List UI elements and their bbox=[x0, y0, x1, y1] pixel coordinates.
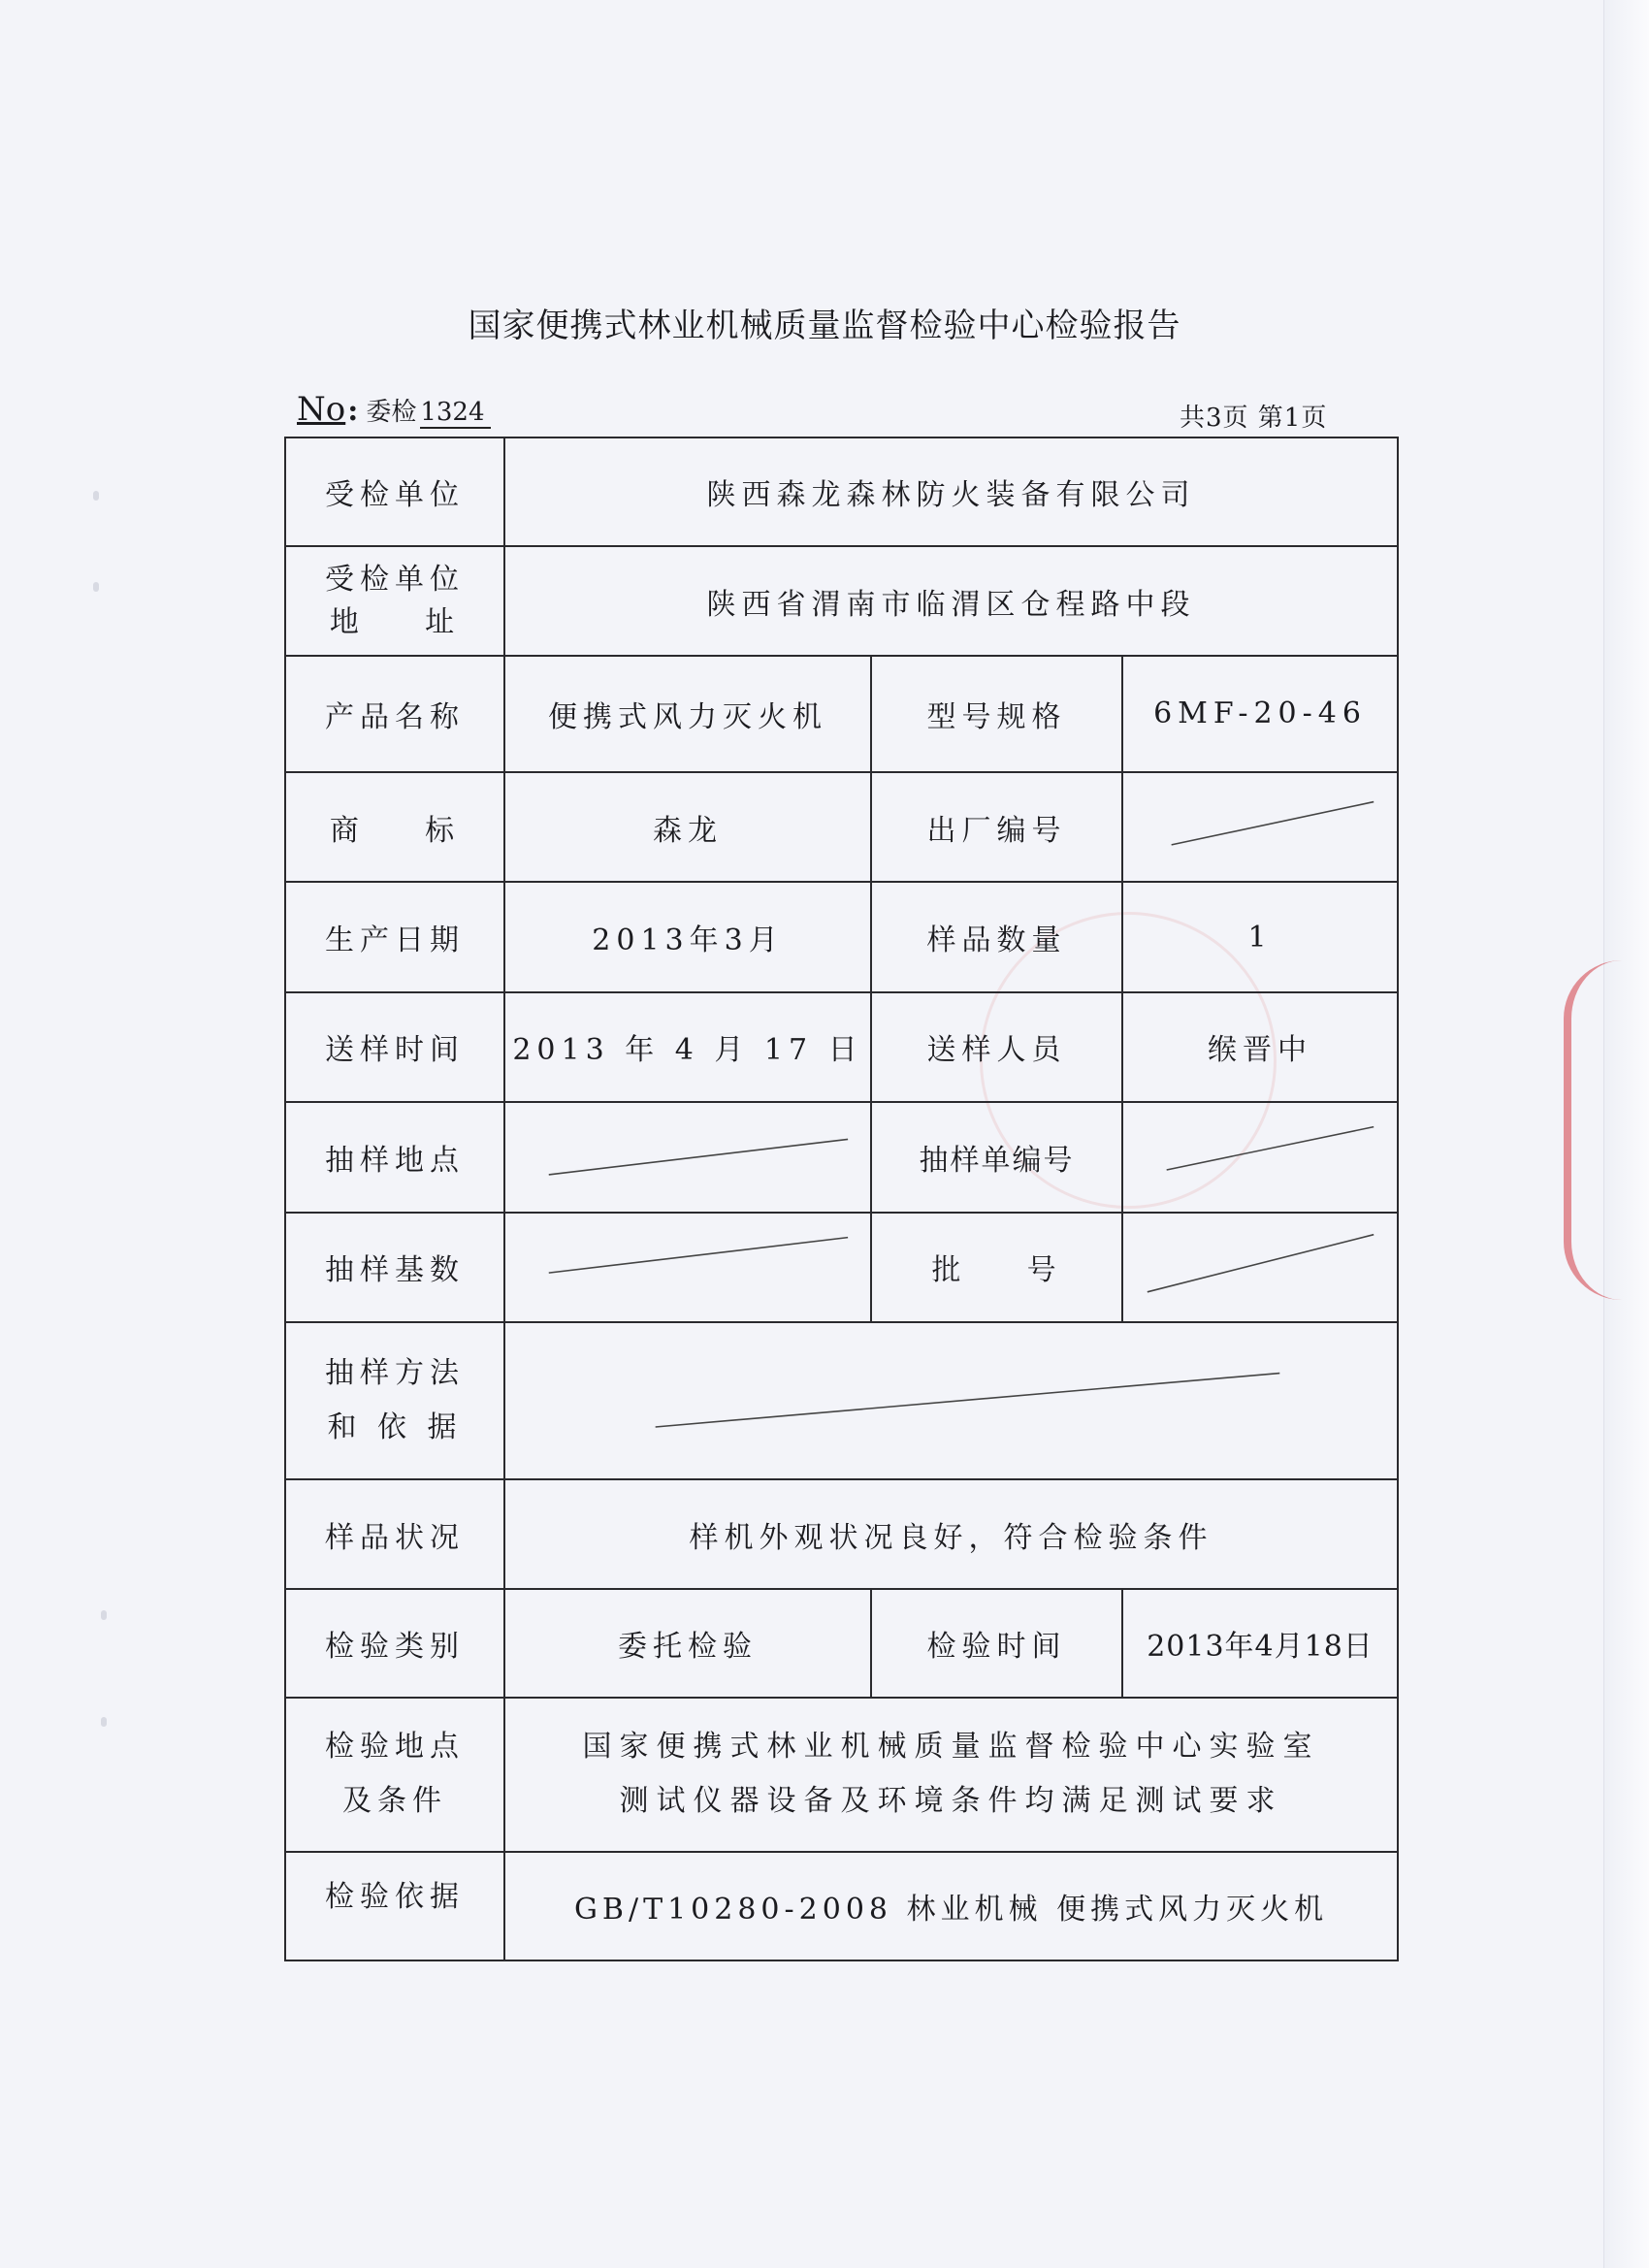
value-sampling-method bbox=[504, 1322, 1398, 1480]
label-address bbox=[285, 546, 504, 655]
no-colon: : bbox=[347, 394, 359, 428]
punch-mark bbox=[93, 582, 99, 592]
value-unit: 陕西森龙森林防火装备有限公司 bbox=[504, 437, 1398, 546]
value-basis: GB/T10280-2008 林业机械 便携式风力灭火机 bbox=[504, 1852, 1398, 1960]
value-inspection-time: 2013年4月18日 bbox=[1122, 1589, 1398, 1698]
row-sampling-place bbox=[285, 1102, 1398, 1212]
punch-mark bbox=[93, 491, 99, 501]
label-inspection-time: 检验时间 bbox=[871, 1589, 1122, 1698]
punch-mark bbox=[101, 1610, 107, 1620]
report-number bbox=[297, 390, 491, 429]
label-address-line1: 受检单位 bbox=[325, 562, 465, 597]
row-delivery bbox=[285, 992, 1398, 1102]
value-inspection-type: 委托检验 bbox=[504, 1589, 871, 1698]
row-production bbox=[285, 882, 1398, 991]
value-product: 便携式风力灭火机 bbox=[504, 656, 871, 772]
blank-strike bbox=[505, 1323, 1397, 1479]
label-sampling-base: 抽样基数 bbox=[285, 1213, 504, 1322]
row-basis bbox=[285, 1852, 1398, 1960]
row-sampling-base bbox=[285, 1213, 1398, 1322]
label-sampling-place: 抽样地点 bbox=[285, 1102, 504, 1212]
row-sampling-method bbox=[285, 1322, 1398, 1480]
value-model: 6MF-20-46 bbox=[1122, 656, 1398, 772]
label-address-line2: 地 址 bbox=[329, 604, 461, 639]
label-inspection-place bbox=[285, 1698, 504, 1852]
label-delivery-person: 送样人员 bbox=[871, 992, 1122, 1102]
label-batch-no: 批 号 bbox=[871, 1213, 1122, 1322]
label-basis: 检验依据 bbox=[285, 1852, 504, 1960]
value-brand: 森龙 bbox=[504, 772, 871, 882]
punch-mark bbox=[101, 1717, 107, 1727]
value-inspection-place bbox=[504, 1698, 1398, 1852]
label-inspection-place-line1: 检验地点 bbox=[325, 1730, 465, 1765]
report-title: 国家便携式林业机械质量监督检验中心检验报告 bbox=[468, 307, 1181, 345]
value-sampling-base bbox=[504, 1213, 871, 1322]
row-unit bbox=[285, 437, 1398, 546]
label-sampling-form-no: 抽样单编号 bbox=[871, 1102, 1122, 1212]
value-delivery-time: 2013 年 4 月 17 日 bbox=[504, 992, 871, 1102]
label-inspection-place-line2: 及条件 bbox=[342, 1784, 447, 1819]
value-inspection-place-line2: 测试仪器设备及环境条件均满足测试要求 bbox=[619, 1784, 1283, 1819]
report-number-value: 1324 bbox=[420, 398, 490, 429]
label-sampling-method-line1: 抽样方法 bbox=[325, 1356, 465, 1391]
label-unit: 受检单位 bbox=[285, 437, 504, 546]
value-factory-no bbox=[1122, 772, 1398, 882]
value-address: 陕西省渭南市临渭区仓程路中段 bbox=[504, 546, 1398, 655]
row-inspection-type bbox=[285, 1589, 1398, 1698]
inspection-info-table bbox=[284, 437, 1399, 1961]
label-production-date: 生产日期 bbox=[285, 882, 504, 991]
page-count: 共3页 第1页 bbox=[1180, 404, 1328, 433]
value-sampling-form-no bbox=[1122, 1102, 1398, 1212]
label-brand: 商 标 bbox=[285, 772, 504, 882]
value-inspection-place-line1: 国家便携式林业机械质量监督检验中心实验室 bbox=[582, 1730, 1320, 1765]
value-batch-no bbox=[1122, 1213, 1398, 1322]
blank-strike bbox=[1123, 773, 1397, 881]
row-product bbox=[285, 656, 1398, 772]
label-sampling-method-line2: 和 依 据 bbox=[327, 1410, 463, 1445]
row-sample-status bbox=[285, 1479, 1398, 1588]
row-address bbox=[285, 546, 1398, 655]
label-sample-qty: 样品数量 bbox=[871, 882, 1122, 991]
row-brand bbox=[285, 772, 1398, 882]
value-delivery-person: 缑晋中 bbox=[1122, 992, 1398, 1102]
report-number-prefix: 委检 bbox=[366, 398, 417, 427]
label-model: 型号规格 bbox=[871, 656, 1122, 772]
blank-strike bbox=[1123, 1214, 1397, 1321]
value-sample-qty: 1 bbox=[1122, 882, 1398, 991]
blank-strike bbox=[505, 1103, 870, 1211]
label-inspection-type: 检验类别 bbox=[285, 1589, 504, 1698]
value-sampling-place bbox=[504, 1102, 871, 1212]
label-delivery-time: 送样时间 bbox=[285, 992, 504, 1102]
label-factory-no: 出厂编号 bbox=[871, 772, 1122, 882]
label-sampling-method bbox=[285, 1322, 504, 1480]
value-sample-status: 样机外观状况良好，符合检验条件 bbox=[504, 1479, 1398, 1588]
label-sample-status: 样品状况 bbox=[285, 1479, 504, 1588]
no-mark: No bbox=[297, 390, 346, 429]
blank-strike bbox=[505, 1214, 870, 1321]
blank-strike bbox=[1123, 1103, 1397, 1211]
value-production-date: 2013年3月 bbox=[504, 882, 871, 991]
row-inspection-place bbox=[285, 1698, 1398, 1852]
label-product: 产品名称 bbox=[285, 656, 504, 772]
